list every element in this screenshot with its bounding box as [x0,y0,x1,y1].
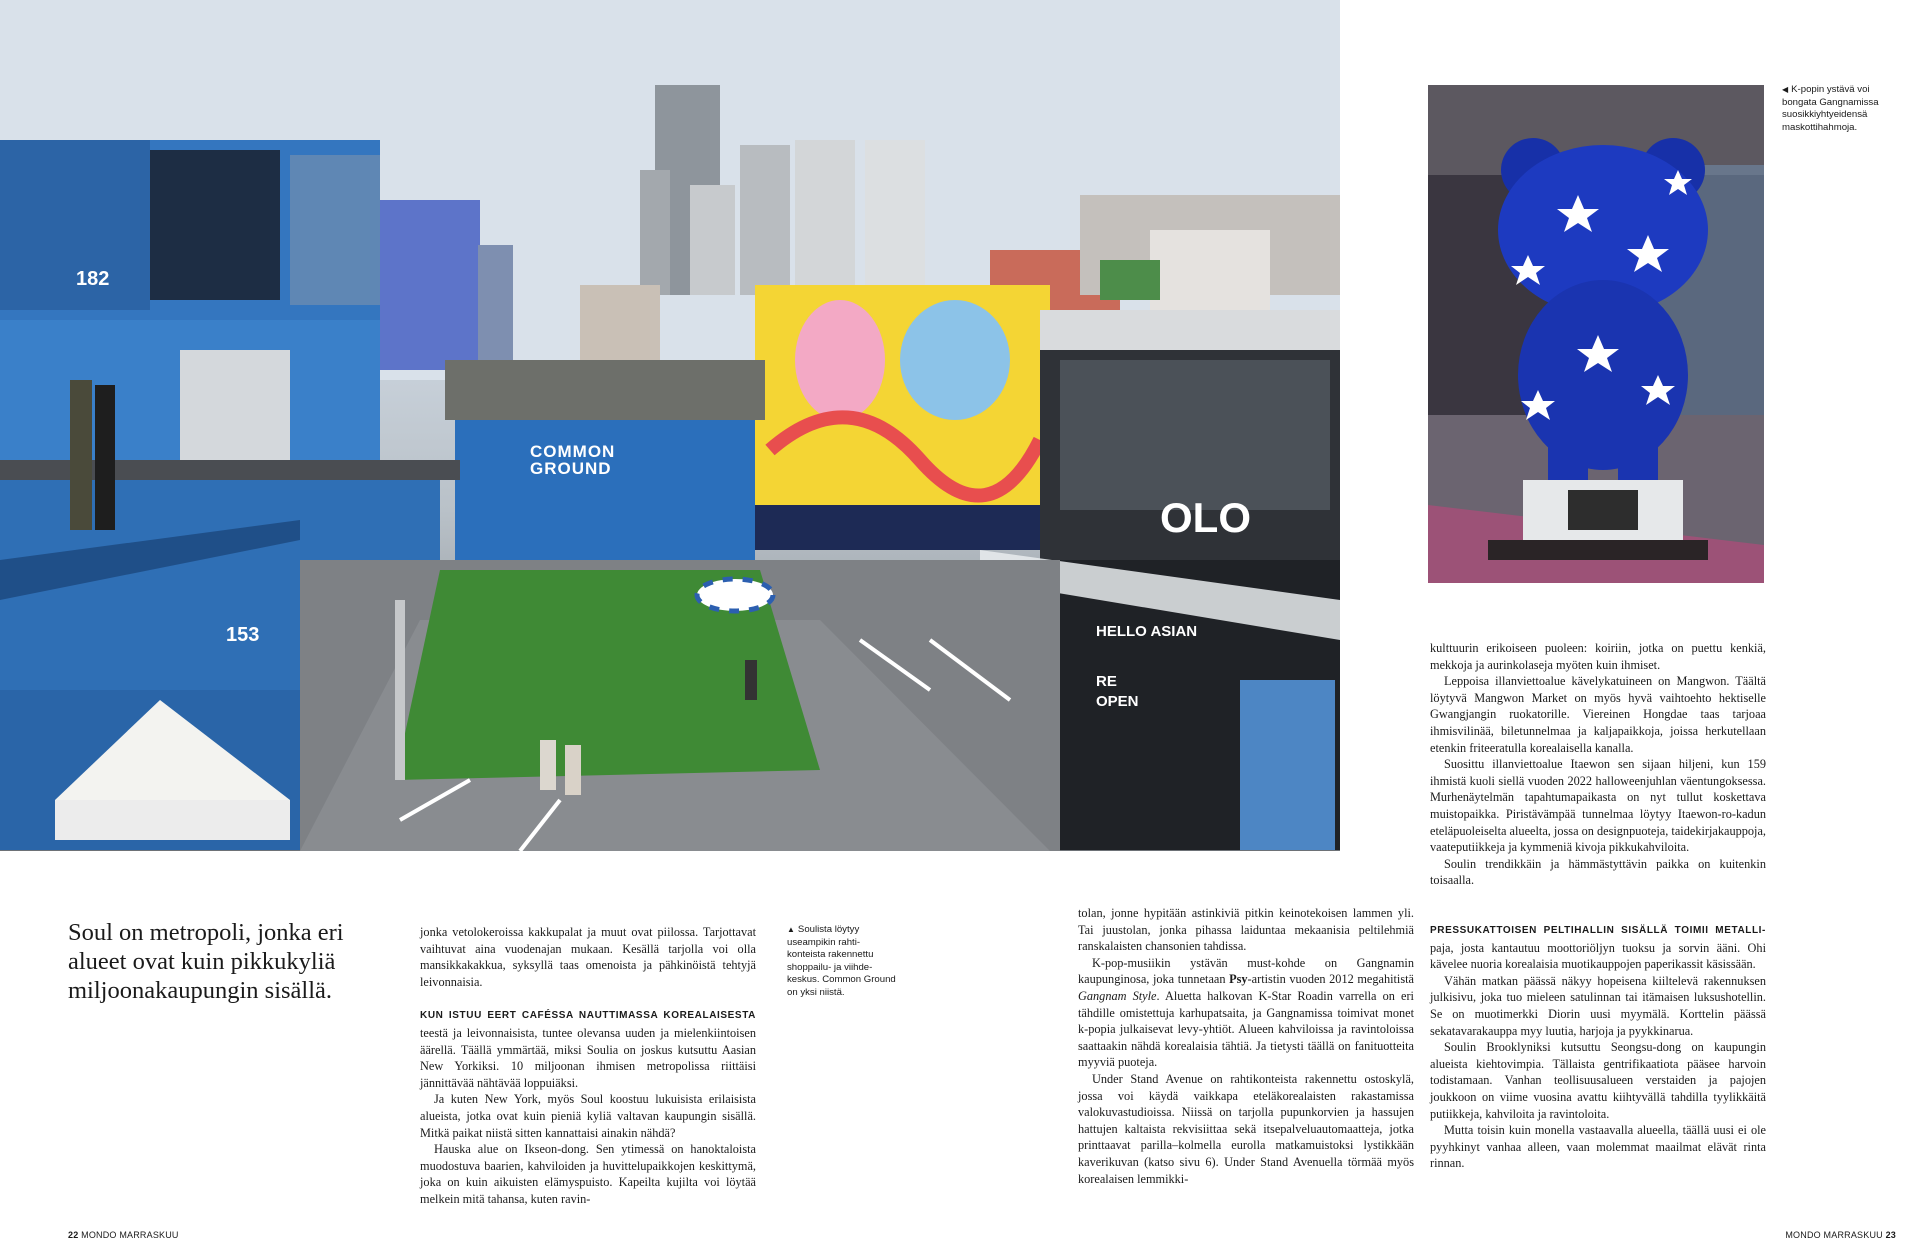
arrow-up-icon: ▲ [787,925,795,934]
col4-paragraph-3: Soulin Brooklyniksi kutsuttu Seongsu-dong on kaupungin alueista kiehtovimpia. Tällaista gentrifikaatiota pääsee harvoin todistamaan. Vanhan teollisuusalueen verstaiden ja pajojen joukkoon on viime vuosina avattu kiihtyvällä tahdilla tyylikkäitä putiikkeja, kahviloita ja ravintoloita. [1430,1040,1766,1121]
col2-p2-part-c: -artistin vuoden 2012 megahitistä [1247,972,1415,987]
olo-sign: OLO [1160,494,1251,541]
col2-p2-part-a: K-pop-musiikin ystävän must-kohde on Gangnamin kaupunginosa, joka tunnetaan [1078,955,1414,987]
caption-mid [787,924,897,999]
arrow-left-icon: ◀ [1782,85,1789,94]
caption-right-text: K-popin ystävä voi bongata Gangnamissa suosikkiyhtyeidensä maskottihahmoja. [1782,84,1879,133]
folio-left [68,1230,179,1240]
common-ground-sign [530,443,615,477]
body-column-3 [1430,640,1766,889]
col4-paragraph-1-text: paja, josta kantautuu moottoriöljyn tuoksu ja sorvin ääni. Ohi kävelee nuoria korealaisia muotikauppojen paperikassit käsissään. [1430,940,1766,972]
col4-paragraph-4: Mutta toisin kuin monella vastaavalla alueella, täällä uusi ei ole pyyhkinyt vanhaa alleen, vaan molemmat maailmat elävät rinta rinnan. [1430,1123,1766,1171]
col3-paragraph-4: Soulin trendikkäin ja hämmästyttävin paikka on kuitenkin toisaalla. [1430,856,1766,888]
col2-paragraph-1: tolan, jonne hypitään astinkiviä pitkin keinotekoisen lammen yli. Tai juustolan, jonka pihassa laiduntaa mekaanisia peltilehmiä ranskalaisten chansonien tahdissa. [1078,906,1414,954]
col2-paragraph-3: Under Stand Avenue on rahtikonteista rakennettu ostoskylä, jossa voi käydä vaikkapa eteläkorealaisten rakastamissa valokuvastudioissa. Niissä on tarjolla pupunkorvien ja hassujen hattujen kaltaista rekvisiittaa sekä itsepalveluautomaatteja, jotka printtaavat parilla–kolmella eurolla matkamuistoksi lystikkään kaverikuvan (katso sivu 6). Under Stand Avenuella törmää myös korealaisen lemmikki- [1078,1071,1414,1186]
col3-paragraph-1: kulttuurin erikoiseen puoleen: koiriin, jotka on puettu kenkiä, mekkoja ja aurinkolaseja myöten kuin ihmiset. [1430,641,1766,672]
page-number-right: 23 [1885,1230,1896,1240]
col1-paragraph-4: Hauska alue on Ikseon-dong. Sen ytimessä on hanoktaloista muodostuva baarien, kahviloiden ja huvittelupaikkojen keskittymä, joka on kuin aikuisten elämyspuisto. Kapeilta kujilta voi löytää melkein mitä tahansa, kuten ravin- [420,1142,756,1206]
col2-paragraph-2 [1078,955,1414,1071]
container-number-182: 182 [76,268,110,290]
body-column-1 [420,924,756,1208]
magazine-name-right: MONDO MARRASKUU [1785,1230,1883,1240]
shop-text-3: OPEN [1096,693,1139,710]
col4-paragraph-2: Vähän matkan päässä näkyy hopeisena kiiltelevä rakennuksen julkisivu, joka tuo mieleen satulinnan tai itämaisen luksushotellin. Se on muotimerkki Diorin uusi myymälä. Korttelin päässä sekatavarakauppa myy luutia, harjoja ja pyykkinaruа. [1430,973,1766,1038]
col4-paragraph-1 [1430,921,1766,973]
common-ground-photo [0,0,1340,851]
col4-subhead: PRESSUKATTOISEN PELTIHALLIN SISÄLLÄ TOIMII METALLI- [1430,925,1766,936]
shop-window-text [1096,622,1197,712]
shop-text-2: RE [1096,673,1117,690]
main-photo [0,0,1340,851]
bear-photo-graphic [1428,85,1764,583]
col1-subhead: KUN ISTUU EERT CAFÉSSA NAUTTIMASSA KOREALAISESTA [420,1010,756,1022]
container-number-153: 153 [226,624,260,646]
page-number-left: 22 [68,1230,79,1240]
magazine-name-left: MONDO MARRASKUU [81,1230,179,1240]
col2-p2-artist: Psy [1229,972,1248,987]
col1-paragraph-2 [420,1006,756,1091]
col1-paragraph-2-text: teestä ja leivonnaisista, tuntee olevansa uuden ja mielenkiintoisen äärellä. Täällä ymmärtää, miksi Soulia on joskus kutsuttu Aasian New Yorkiksi. 10 miljoonan ihmisen metropolissa riittäisi jännittävää nähtävää loppuiäksi. [420,1025,756,1090]
headline: Soul on metropoli, jonka eri alueet ovat kuin pikkukyliä miljoonakaupungin sisällä. [68,919,344,1004]
col1-paragraph-1: jonka vetolokeroissa kakkupalat ja muut ovat piilossa. Tarjottavat vaihtuvat aina vuodenajan mukaan. Kesällä tarjolla voi olla mansikkakakkua, syksyllä taas omenoista ja pähkinöistä tehtyjä leivonnaisia. [420,925,756,989]
bear-statue-photo [1428,85,1764,583]
body-column-4 [1430,921,1766,1172]
caption-mid-text: Soulista löytyy useampikin rahti-konteista rakennettu shoppailu- ja viihde-keskus. Common Ground on yksi niistä. [787,924,896,998]
sign-line-2: GROUND [530,459,612,478]
folio-right [1785,1230,1896,1240]
shop-text-1: HELLO ASIAN [1096,623,1198,640]
caption-right [1782,84,1902,134]
col2-p2-song: Gangnam Style [1078,988,1157,1003]
body-column-2 [1078,905,1414,1187]
col1-paragraph-3: Ja kuten New York, myös Soul koostuu lukuisista erilaisista alueista, jotka ovat kuin pieniä kyliä valtavan kaupungin sisällä. Mitkä paikat niistä sitten kannattaisi ainakin nähdä? [420,1092,756,1140]
col3-paragraph-3: Suosittu illanviettoalue Itaewon sen sijaan hiljeni, kun 159 ihmistä kuoli siellä vuoden 2022 halloweenjuhlan väentungoksessa. Murhenäytelmän tapahtumapaikasta on nyt tullut koskettava muistopaikka. Piristävämpää tunnelmaa löytyy Itaewon-ro-kadun eteläpuoleiselta alueelta, jossa on designpuoteja, taidekirjakauppoja, vaateputiikkeja ja kymmeniä kivoja pikkukahviloita. [1430,757,1766,855]
col2-p2-part-e: . Aluetta halkovan K-Star Roadin varrella on eri tähdille omistettuja karhupatsaita, ja Gangnamissa toimivat monet k-popia julkaisevat levy-yhtiöt. Alueen kahviloissa ja ravintoloissa saattaakin nähdä korealaisia tähtiä. Ja tietysti täällä on fanituotteita myyviä puoteja. [1078,988,1414,1070]
col3-paragraph-2: Leppoisa illanviettoalue kävelykatuineen on Mangwon. Täältä löytyvä Mangwon Market on myös hyvä vaihtoehto hektiselle Gwangjangin ruokatorille. Viereinen Hongdae taas tarjoaa ihmisvilinää, biletunnelmaa ja kaljapaikkoja, joissa herkutellaan etenkin friteeratulla korealaisella kanalla. [1430,674,1766,755]
sign-line-1: COMMON [530,442,616,461]
